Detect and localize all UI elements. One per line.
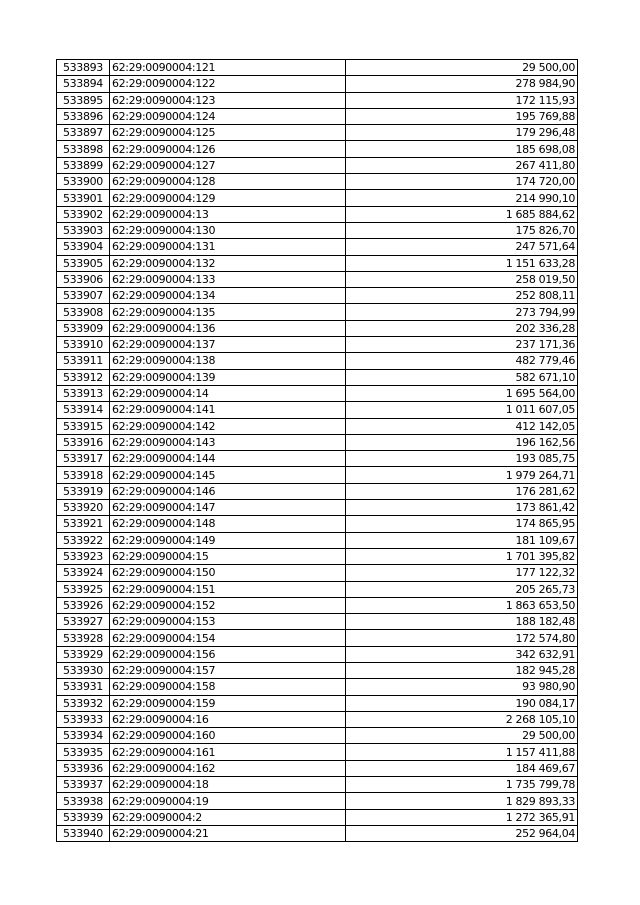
table-row [57,728,578,744]
value-cell: 1 863 653,50 [346,597,578,613]
row-id-cell: 533908 [57,304,110,320]
row-id-cell: 533918 [57,467,110,483]
row-id-cell: 533922 [57,532,110,548]
table-row [57,125,578,141]
cadastral-number-cell: 62:29:0090004:143 [110,434,346,450]
cadastral-number-cell: 62:29:0090004:159 [110,695,346,711]
table-body [57,60,578,842]
value-cell: 93 980,90 [346,679,578,695]
row-id-cell: 533928 [57,630,110,646]
table-row [57,695,578,711]
cadastral-number-cell: 62:29:0090004:162 [110,760,346,776]
table-row [57,662,578,678]
value-cell: 182 945,28 [346,662,578,678]
value-cell: 214 990,10 [346,190,578,206]
table-row [57,565,578,581]
value-cell: 1 685 884,62 [346,206,578,222]
table-row [57,793,578,809]
row-id-cell: 533921 [57,516,110,532]
cadastral-number-cell: 62:29:0090004:152 [110,597,346,613]
table-row [57,451,578,467]
row-id-cell: 533909 [57,320,110,336]
cadastral-number-cell: 62:29:0090004:160 [110,728,346,744]
value-cell: 196 162,56 [346,434,578,450]
cadastral-number-cell: 62:29:0090004:131 [110,239,346,255]
cadastral-number-cell: 62:29:0090004:16 [110,711,346,727]
cadastral-number-cell: 62:29:0090004:144 [110,451,346,467]
value-cell: 175 826,70 [346,222,578,238]
cadastral-number-cell: 62:29:0090004:121 [110,60,346,76]
value-cell: 267 411,80 [346,157,578,173]
row-id-cell: 533911 [57,353,110,369]
value-cell: 1 157 411,88 [346,744,578,760]
data-table [56,59,578,842]
row-id-cell: 533903 [57,222,110,238]
table-row [57,467,578,483]
table-row [57,174,578,190]
value-cell: 342 632,91 [346,646,578,662]
row-id-cell: 533931 [57,679,110,695]
row-id-cell: 533913 [57,385,110,401]
cadastral-number-cell: 62:29:0090004:2 [110,809,346,825]
cadastral-number-cell: 62:29:0090004:136 [110,320,346,336]
row-id-cell: 533893 [57,60,110,76]
cadastral-number-cell: 62:29:0090004:156 [110,646,346,662]
value-cell: 273 794,99 [346,304,578,320]
table-row [57,255,578,271]
cadastral-number-cell: 62:29:0090004:13 [110,206,346,222]
value-cell: 1 695 564,00 [346,385,578,401]
table-row [57,597,578,613]
row-id-cell: 533925 [57,581,110,597]
cadastral-number-cell: 62:29:0090004:126 [110,141,346,157]
row-id-cell: 533920 [57,500,110,516]
cadastral-number-cell: 62:29:0090004:141 [110,402,346,418]
row-id-cell: 533900 [57,174,110,190]
table-row [57,630,578,646]
row-id-cell: 533935 [57,744,110,760]
row-id-cell: 533927 [57,614,110,630]
row-id-cell: 533936 [57,760,110,776]
row-id-cell: 533894 [57,76,110,92]
row-id-cell: 533932 [57,695,110,711]
table-row [57,418,578,434]
table-row [57,385,578,401]
cadastral-number-cell: 62:29:0090004:151 [110,581,346,597]
table-row [57,614,578,630]
row-id-cell: 533933 [57,711,110,727]
value-cell: 179 296,48 [346,125,578,141]
cadastral-number-cell: 62:29:0090004:149 [110,532,346,548]
cadastral-number-cell: 62:29:0090004:129 [110,190,346,206]
row-id-cell: 533904 [57,239,110,255]
table-row [57,157,578,173]
table-row [57,337,578,353]
table-row [57,825,578,841]
cadastral-number-cell: 62:29:0090004:19 [110,793,346,809]
row-id-cell: 533916 [57,434,110,450]
table-row [57,760,578,776]
cadastral-number-cell: 62:29:0090004:139 [110,369,346,385]
table-row [57,711,578,727]
table-row [57,646,578,662]
value-cell: 181 109,67 [346,532,578,548]
table-row [57,500,578,516]
value-cell: 1 701 395,82 [346,548,578,564]
table-row [57,60,578,76]
row-id-cell: 533910 [57,337,110,353]
value-cell: 2 268 105,10 [346,711,578,727]
cadastral-number-cell: 62:29:0090004:158 [110,679,346,695]
value-cell: 173 861,42 [346,500,578,516]
value-cell: 195 769,88 [346,108,578,124]
value-cell: 176 281,62 [346,483,578,499]
value-cell: 412 142,05 [346,418,578,434]
value-cell: 1 272 365,91 [346,809,578,825]
table-row [57,777,578,793]
row-id-cell: 533924 [57,565,110,581]
table-row [57,516,578,532]
cadastral-number-cell: 62:29:0090004:133 [110,271,346,287]
table-row [57,353,578,369]
value-cell: 482 779,46 [346,353,578,369]
table-row [57,402,578,418]
value-cell: 172 115,93 [346,92,578,108]
cadastral-number-cell: 62:29:0090004:15 [110,548,346,564]
cadastral-number-cell: 62:29:0090004:18 [110,777,346,793]
value-cell: 258 019,50 [346,271,578,287]
value-cell: 177 122,32 [346,565,578,581]
row-id-cell: 533914 [57,402,110,418]
row-id-cell: 533912 [57,369,110,385]
row-id-cell: 533926 [57,597,110,613]
value-cell: 247 571,64 [346,239,578,255]
row-id-cell: 533905 [57,255,110,271]
table-row [57,288,578,304]
table-row [57,92,578,108]
table-row [57,206,578,222]
row-id-cell: 533917 [57,451,110,467]
value-cell: 193 085,75 [346,451,578,467]
table-row [57,304,578,320]
row-id-cell: 533896 [57,108,110,124]
cadastral-number-cell: 62:29:0090004:14 [110,385,346,401]
table-row [57,809,578,825]
table-row [57,679,578,695]
cadastral-number-cell: 62:29:0090004:150 [110,565,346,581]
value-cell: 1 151 633,28 [346,255,578,271]
cadastral-number-cell: 62:29:0090004:21 [110,825,346,841]
table-row [57,239,578,255]
table-row [57,483,578,499]
value-cell: 184 469,67 [346,760,578,776]
cadastral-number-cell: 62:29:0090004:145 [110,467,346,483]
row-id-cell: 533923 [57,548,110,564]
table-row [57,434,578,450]
row-id-cell: 533934 [57,728,110,744]
value-cell: 185 698,08 [346,141,578,157]
row-id-cell: 533898 [57,141,110,157]
row-id-cell: 533939 [57,809,110,825]
cadastral-number-cell: 62:29:0090004:148 [110,516,346,532]
table-row [57,369,578,385]
value-cell: 174 865,95 [346,516,578,532]
row-id-cell: 533937 [57,777,110,793]
table-row [57,76,578,92]
table-row [57,320,578,336]
row-id-cell: 533895 [57,92,110,108]
row-id-cell: 533906 [57,271,110,287]
cadastral-number-cell: 62:29:0090004:154 [110,630,346,646]
cadastral-number-cell: 62:29:0090004:157 [110,662,346,678]
value-cell: 29 500,00 [346,728,578,744]
cadastral-number-cell: 62:29:0090004:123 [110,92,346,108]
table-row [57,108,578,124]
row-id-cell: 533902 [57,206,110,222]
value-cell: 1 979 264,71 [346,467,578,483]
value-cell: 1 735 799,78 [346,777,578,793]
table-row [57,532,578,548]
value-cell: 252 808,11 [346,288,578,304]
value-cell: 252 964,04 [346,825,578,841]
cadastral-number-cell: 62:29:0090004:122 [110,76,346,92]
value-cell: 1 011 607,05 [346,402,578,418]
table-row [57,581,578,597]
cadastral-number-cell: 62:29:0090004:130 [110,222,346,238]
row-id-cell: 533915 [57,418,110,434]
cadastral-number-cell: 62:29:0090004:124 [110,108,346,124]
value-cell: 172 574,80 [346,630,578,646]
cadastral-number-cell: 62:29:0090004:138 [110,353,346,369]
cadastral-number-cell: 62:29:0090004:132 [110,255,346,271]
cadastral-number-cell: 62:29:0090004:135 [110,304,346,320]
table-row [57,548,578,564]
cadastral-number-cell: 62:29:0090004:134 [110,288,346,304]
cadastral-number-cell: 62:29:0090004:125 [110,125,346,141]
cadastral-number-cell: 62:29:0090004:127 [110,157,346,173]
row-id-cell: 533938 [57,793,110,809]
row-id-cell: 533930 [57,662,110,678]
cadastral-number-cell: 62:29:0090004:161 [110,744,346,760]
table-row [57,190,578,206]
row-id-cell: 533901 [57,190,110,206]
value-cell: 205 265,73 [346,581,578,597]
row-id-cell: 533897 [57,125,110,141]
row-id-cell: 533940 [57,825,110,841]
value-cell: 29 500,00 [346,60,578,76]
value-cell: 188 182,48 [346,614,578,630]
table-row [57,271,578,287]
table-row [57,141,578,157]
table-row [57,744,578,760]
value-cell: 202 336,28 [346,320,578,336]
cadastral-number-cell: 62:29:0090004:137 [110,337,346,353]
cadastral-number-cell: 62:29:0090004:128 [110,174,346,190]
row-id-cell: 533899 [57,157,110,173]
cadastral-number-cell: 62:29:0090004:142 [110,418,346,434]
cadastral-number-cell: 62:29:0090004:153 [110,614,346,630]
row-id-cell: 533929 [57,646,110,662]
value-cell: 174 720,00 [346,174,578,190]
value-cell: 190 084,17 [346,695,578,711]
cadastral-number-cell: 62:29:0090004:147 [110,500,346,516]
row-id-cell: 533919 [57,483,110,499]
value-cell: 1 829 893,33 [346,793,578,809]
row-id-cell: 533907 [57,288,110,304]
value-cell: 278 984,90 [346,76,578,92]
value-cell: 582 671,10 [346,369,578,385]
table-row [57,222,578,238]
cadastral-number-cell: 62:29:0090004:146 [110,483,346,499]
value-cell: 237 171,36 [346,337,578,353]
